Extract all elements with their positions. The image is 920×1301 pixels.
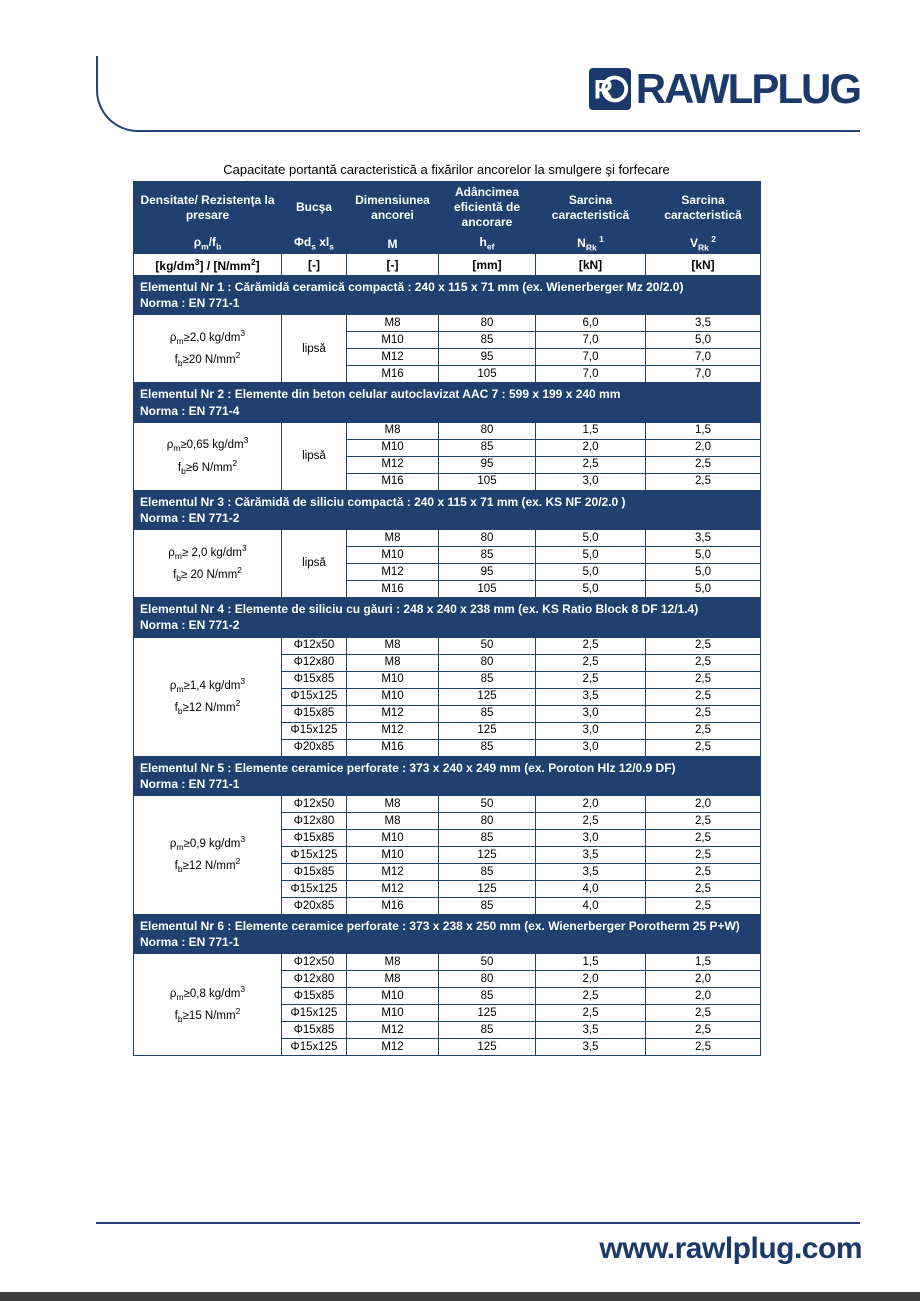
table-title: Capacitate portantă caracteristică a fixărilor ancorelor la smulgere şi forfecare bbox=[223, 162, 670, 177]
capacity-table bbox=[133, 181, 761, 1056]
nrk-cell: 1,5 bbox=[536, 954, 646, 971]
nrk-cell: 3,0 bbox=[536, 829, 646, 846]
embedment-depth-column-header: Adâncimea eficientă de ancorare bbox=[439, 182, 536, 234]
vrk-cell: 2,0 bbox=[646, 971, 761, 988]
density-line: $\rho_m\ge 2,0$ $kg/dm^3$ bbox=[168, 542, 247, 561]
anchor-size-cell: M8 bbox=[347, 315, 439, 332]
section-title: Elementul Nr 4 : Elemente de siliciu cu găuri : 248 x 240 x 238 mm (ex. KS Ratio Block 8 DF 12/1.4) bbox=[140, 602, 699, 617]
density-line: $f_b\ge 15$ $N/mm^2$ bbox=[174, 1006, 241, 1025]
vrk-cell: 2,5 bbox=[646, 637, 761, 654]
nrk-cell: 2,0 bbox=[536, 795, 646, 812]
anchor-size-cell: M16 bbox=[347, 897, 439, 914]
vrk-cell: 5,0 bbox=[646, 547, 761, 564]
section-header-row bbox=[134, 756, 761, 795]
density-line: $\rho_m\ge 0,9$ $kg/dm^3$ bbox=[169, 833, 246, 853]
hef-cell: 85 bbox=[439, 829, 536, 846]
nrk-cell: 7,0 bbox=[536, 332, 646, 349]
bucsa-cell: Φ12x80 bbox=[282, 971, 347, 988]
bucsa-cell: Φ15x85 bbox=[282, 671, 347, 688]
vrk-cell: 2,5 bbox=[646, 1005, 761, 1022]
section-norma: Norma : EN 771-1 bbox=[140, 296, 240, 311]
bucsa-unit: [-] bbox=[282, 254, 347, 276]
anchor-size-column-header: Dimensiunea ancorei bbox=[347, 182, 439, 234]
section-norma: Norma : EN 771-4 bbox=[140, 403, 240, 418]
rawlplug-logo-icon bbox=[589, 68, 631, 110]
density-line: $f_b\ge 12$ $N/mm^2$ bbox=[174, 698, 241, 717]
bucsa-cell: lipsă bbox=[282, 530, 347, 598]
section-title: Elementul Nr 2 : Elemente din beton celular autoclavizat AAC 7 : 599 x 199 x 240 mm bbox=[140, 387, 621, 402]
anchor-size-cell: M10 bbox=[347, 332, 439, 349]
nrk-cell: 2,5 bbox=[536, 1005, 646, 1022]
data-row bbox=[134, 795, 761, 812]
density-cell bbox=[134, 315, 282, 383]
anchor-size-cell: M8 bbox=[347, 530, 439, 547]
section-title: Elementul Nr 5 : Elemente ceramice perforate : 373 x 240 x 249 mm (ex. Poroton Hlz 12/0.9 DF) bbox=[140, 760, 676, 775]
vrk-cell: 2,5 bbox=[646, 456, 761, 473]
hef-cell: 125 bbox=[439, 1039, 536, 1056]
bucsa-column-header: Bucşa bbox=[282, 182, 347, 234]
bucsa-cell: Φ20x85 bbox=[282, 739, 347, 756]
bucsa-cell: Φ12x80 bbox=[282, 812, 347, 829]
anchor-size-cell: M12 bbox=[347, 564, 439, 581]
vrk-cell: 2,5 bbox=[646, 880, 761, 897]
section-title: Elementul Nr 3 : Cărămidă de siliciu compactă : 240 x 115 x 71 mm (ex. KS NF 20/2.0 ) bbox=[140, 494, 626, 509]
hef-cell: 50 bbox=[439, 795, 536, 812]
data-row bbox=[134, 637, 761, 654]
bucsa-cell: Φ12x50 bbox=[282, 954, 347, 971]
bucsa-cell: lipsă bbox=[282, 422, 347, 490]
anchor-size-cell: M8 bbox=[347, 971, 439, 988]
hef-cell: 95 bbox=[439, 349, 536, 366]
anchor-size-cell: M16 bbox=[347, 581, 439, 598]
density-column-header: Densitate/ Rezistenţa la presare bbox=[134, 182, 282, 234]
section-header-cell bbox=[134, 276, 761, 315]
anchor-size-cell: M8 bbox=[347, 654, 439, 671]
anchor-size-cell: M10 bbox=[347, 829, 439, 846]
density-line: $f_b\ge 12$ $N/mm^2$ bbox=[174, 856, 241, 875]
anchor-size-cell: M10 bbox=[347, 988, 439, 1005]
brand-name: RAWLPLUG bbox=[635, 65, 860, 112]
section-norma: Norma : EN 771-2 bbox=[140, 618, 240, 633]
hef-cell: 85 bbox=[439, 863, 536, 880]
anchor-size-cell: M10 bbox=[347, 547, 439, 564]
hef-cell: 85 bbox=[439, 705, 536, 722]
vrk-cell: 2,5 bbox=[646, 897, 761, 914]
bucsa-cell: lipsă bbox=[282, 315, 347, 383]
nrk-cell: 4,0 bbox=[536, 880, 646, 897]
density-unit: $[kg/dm^3] / [N/mm^2]$ bbox=[134, 254, 282, 276]
vrk-cell: 3,5 bbox=[646, 315, 761, 332]
bucsa-cell: Φ15x125 bbox=[282, 1039, 347, 1056]
vrk-cell: 7,0 bbox=[646, 366, 761, 383]
anchor-size-cell: M8 bbox=[347, 422, 439, 439]
nrk-cell: 7,0 bbox=[536, 366, 646, 383]
bucsa-cell: Φ15x85 bbox=[282, 705, 347, 722]
header-row-titles bbox=[134, 182, 761, 234]
hef-cell: 80 bbox=[439, 971, 536, 988]
density-line: $\rho_m\ge 2,0$ $kg/dm^3$ bbox=[169, 327, 246, 347]
vrk-cell: 2,5 bbox=[646, 1039, 761, 1056]
section-norma: Norma : EN 771-1 bbox=[140, 776, 240, 791]
nrk-cell: 6,0 bbox=[536, 315, 646, 332]
bucsa-cell: Φ15x125 bbox=[282, 846, 347, 863]
section-header-row bbox=[134, 383, 761, 422]
vrk-cell: 2,0 bbox=[646, 795, 761, 812]
nrk-cell: 2,5 bbox=[536, 456, 646, 473]
embedment-depth-symbol: $h_{ef}$ bbox=[439, 234, 536, 254]
density-line: $\rho_m\ge 1,4$ $kg/dm^3$ bbox=[169, 675, 246, 694]
vrk-cell: 2,0 bbox=[646, 439, 761, 456]
anchor-size-cell: M10 bbox=[347, 846, 439, 863]
tension-load-column-header: Sarcina caracteristică bbox=[536, 182, 646, 234]
nrk-cell: 3,5 bbox=[536, 863, 646, 880]
anchor-size-cell: M12 bbox=[347, 1022, 439, 1039]
hef-cell: 85 bbox=[439, 332, 536, 349]
rawlplug-logo bbox=[583, 65, 862, 116]
website-link[interactable]: www.rawlplug.com bbox=[599, 1232, 862, 1265]
nrk-cell: 3,5 bbox=[536, 1039, 646, 1056]
hef-cell: 105 bbox=[439, 473, 536, 490]
density-line: $f_b\ge 20$ $N/mm^2$ bbox=[173, 565, 242, 584]
anchor-size-cell: M16 bbox=[347, 739, 439, 756]
bucsa-cell: Φ12x50 bbox=[282, 795, 347, 812]
bucsa-cell: Φ15x85 bbox=[282, 1022, 347, 1039]
vrk-cell: 3,5 bbox=[646, 530, 761, 547]
hef-cell: 85 bbox=[439, 1022, 536, 1039]
bucsa-cell: Φ15x125 bbox=[282, 880, 347, 897]
vrk-cell: 5,0 bbox=[646, 564, 761, 581]
bucsa-cell: Φ15x125 bbox=[282, 688, 347, 705]
section-header-row bbox=[134, 490, 761, 529]
anchor-size-cell: M10 bbox=[347, 671, 439, 688]
hef-cell: 85 bbox=[439, 988, 536, 1005]
section-norma: Norma : EN 771-1 bbox=[140, 935, 240, 950]
nrk-cell: 2,5 bbox=[536, 654, 646, 671]
section-norma: Norma : EN 771-2 bbox=[140, 510, 240, 525]
anchor-size-cell: M8 bbox=[347, 954, 439, 971]
anchor-size-cell: M12 bbox=[347, 349, 439, 366]
anchor-size-cell: M8 bbox=[347, 795, 439, 812]
tension-load-unit: [kN] bbox=[536, 254, 646, 276]
vrk-cell: 7,0 bbox=[646, 349, 761, 366]
anchor-size-cell: M12 bbox=[347, 863, 439, 880]
nrk-cell: 3,5 bbox=[536, 846, 646, 863]
embedment-depth-unit: [mm] bbox=[439, 254, 536, 276]
anchor-size-symbol: M bbox=[347, 234, 439, 254]
hef-cell: 80 bbox=[439, 315, 536, 332]
nrk-cell: 3,5 bbox=[536, 688, 646, 705]
vrk-cell: 2,5 bbox=[646, 812, 761, 829]
hef-cell: 85 bbox=[439, 547, 536, 564]
hef-cell: 50 bbox=[439, 954, 536, 971]
nrk-cell: 3,0 bbox=[536, 705, 646, 722]
data-row bbox=[134, 530, 761, 547]
bottom-bar bbox=[0, 1292, 920, 1301]
density-line: $f_b\ge 20$ $N/mm^2$ bbox=[174, 350, 241, 369]
header-row-symbols bbox=[134, 234, 761, 254]
density-symbol: $\rho_m/f_b$ bbox=[134, 234, 282, 254]
hef-cell: 85 bbox=[439, 897, 536, 914]
anchor-size-cell: M16 bbox=[347, 366, 439, 383]
density-cell bbox=[134, 637, 282, 756]
section-header-cell bbox=[134, 756, 761, 795]
hef-cell: 125 bbox=[439, 1005, 536, 1022]
bucsa-cell: Φ20x85 bbox=[282, 897, 347, 914]
anchor-size-cell: M16 bbox=[347, 473, 439, 490]
vrk-cell: 2,5 bbox=[646, 829, 761, 846]
bucsa-cell: Φ12x50 bbox=[282, 637, 347, 654]
vrk-cell: 5,0 bbox=[646, 581, 761, 598]
vrk-cell: 2,5 bbox=[646, 739, 761, 756]
vrk-cell: 5,0 bbox=[646, 332, 761, 349]
hef-cell: 80 bbox=[439, 812, 536, 829]
density-line: $\rho_m\ge 0,65$ $kg/dm^3$ bbox=[166, 435, 249, 454]
nrk-cell: 3,0 bbox=[536, 473, 646, 490]
vrk-cell: 2,5 bbox=[646, 846, 761, 863]
density-line: $f_b\ge 6$ $N/mm^2$ bbox=[177, 457, 238, 476]
nrk-cell: 5,0 bbox=[536, 564, 646, 581]
nrk-cell: 4,0 bbox=[536, 897, 646, 914]
bucsa-cell: Φ15x85 bbox=[282, 863, 347, 880]
vrk-cell: 1,5 bbox=[646, 954, 761, 971]
anchor-size-cell: M8 bbox=[347, 812, 439, 829]
tension-load-symbol: $N_{Rk}$ $^1$ bbox=[536, 234, 646, 254]
anchor-size-cell: M8 bbox=[347, 637, 439, 654]
hef-cell: 85 bbox=[439, 671, 536, 688]
data-row bbox=[134, 315, 761, 332]
svg-text:R: R bbox=[593, 74, 613, 105]
nrk-cell: 2,5 bbox=[536, 671, 646, 688]
vrk-cell: 2,5 bbox=[646, 705, 761, 722]
hef-cell: 95 bbox=[439, 564, 536, 581]
hef-cell: 80 bbox=[439, 654, 536, 671]
anchor-size-cell: M12 bbox=[347, 722, 439, 739]
section-header-row bbox=[134, 276, 761, 315]
section-header-row bbox=[134, 598, 761, 637]
hef-cell: 80 bbox=[439, 530, 536, 547]
nrk-cell: 2,0 bbox=[536, 971, 646, 988]
vrk-cell: 2,5 bbox=[646, 1022, 761, 1039]
nrk-cell: 3,0 bbox=[536, 739, 646, 756]
footer-rule bbox=[96, 1222, 860, 1224]
vrk-cell: 2,0 bbox=[646, 988, 761, 1005]
hef-cell: 85 bbox=[439, 739, 536, 756]
nrk-cell: 1,5 bbox=[536, 422, 646, 439]
anchor-size-cell: M12 bbox=[347, 1039, 439, 1056]
nrk-cell: 5,0 bbox=[536, 530, 646, 547]
hef-cell: 105 bbox=[439, 366, 536, 383]
hef-cell: 50 bbox=[439, 637, 536, 654]
hef-cell: 125 bbox=[439, 880, 536, 897]
section-header-cell bbox=[134, 598, 761, 637]
shear-load-column-header: Sarcina caracteristică bbox=[646, 182, 761, 234]
vrk-cell: 2,5 bbox=[646, 473, 761, 490]
shear-load-symbol: $V_{Rk}$ $^2$ bbox=[646, 234, 761, 254]
hef-cell: 95 bbox=[439, 456, 536, 473]
vrk-cell: 2,5 bbox=[646, 863, 761, 880]
anchor-size-cell: M10 bbox=[347, 688, 439, 705]
header-row-units bbox=[134, 254, 761, 276]
anchor-size-unit: [-] bbox=[347, 254, 439, 276]
hef-cell: 125 bbox=[439, 688, 536, 705]
hef-cell: 125 bbox=[439, 722, 536, 739]
bucsa-cell: Φ12x80 bbox=[282, 654, 347, 671]
vrk-cell: 2,5 bbox=[646, 722, 761, 739]
bucsa-symbol: $\Phi d_s$ $xl_s$ bbox=[282, 234, 347, 254]
vrk-cell: 2,5 bbox=[646, 688, 761, 705]
density-cell bbox=[134, 795, 282, 914]
bucsa-cell: Φ15x85 bbox=[282, 829, 347, 846]
data-row bbox=[134, 422, 761, 439]
nrk-cell: 5,0 bbox=[536, 547, 646, 564]
nrk-cell: 2,5 bbox=[536, 988, 646, 1005]
bucsa-cell: Φ15x85 bbox=[282, 988, 347, 1005]
anchor-size-cell: M10 bbox=[347, 1005, 439, 1022]
vrk-cell: 1,5 bbox=[646, 422, 761, 439]
hef-cell: 80 bbox=[439, 422, 536, 439]
nrk-cell: 2,0 bbox=[536, 439, 646, 456]
nrk-cell: 2,5 bbox=[536, 637, 646, 654]
density-cell bbox=[134, 954, 282, 1056]
nrk-cell: 7,0 bbox=[536, 349, 646, 366]
vrk-cell: 2,5 bbox=[646, 654, 761, 671]
bucsa-cell: Φ15x125 bbox=[282, 1005, 347, 1022]
anchor-size-cell: M12 bbox=[347, 456, 439, 473]
vrk-cell: 2,5 bbox=[646, 671, 761, 688]
section-header-cell bbox=[134, 490, 761, 529]
nrk-cell: 5,0 bbox=[536, 581, 646, 598]
nrk-cell: 3,0 bbox=[536, 722, 646, 739]
section-header-cell bbox=[134, 914, 761, 953]
table-body bbox=[134, 276, 761, 1056]
density-cell bbox=[134, 530, 282, 598]
section-header-cell bbox=[134, 383, 761, 422]
section-header-row bbox=[134, 914, 761, 953]
anchor-size-cell: M12 bbox=[347, 705, 439, 722]
density-cell bbox=[134, 422, 282, 490]
bucsa-cell: Φ15x125 bbox=[282, 722, 347, 739]
density-line: $\rho_m\ge 0,8$ $kg/dm^3$ bbox=[169, 983, 246, 1002]
hef-cell: 85 bbox=[439, 439, 536, 456]
section-title: Elementul Nr 6 : Elemente ceramice perforate : 373 x 238 x 250 mm (ex. Wienerberger Porotherm 25 P+W) bbox=[140, 918, 740, 933]
shear-load-unit: [kN] bbox=[646, 254, 761, 276]
section-title: Elementul Nr 1 : Cărămidă ceramică compactă : 240 x 115 x 71 mm (ex. Wienerberger Mz 20/2.0) bbox=[140, 280, 684, 294]
hef-cell: 105 bbox=[439, 581, 536, 598]
nrk-cell: 3,5 bbox=[536, 1022, 646, 1039]
anchor-size-cell: M10 bbox=[347, 439, 439, 456]
anchor-size-cell: M12 bbox=[347, 880, 439, 897]
nrk-cell: 2,5 bbox=[536, 812, 646, 829]
hef-cell: 125 bbox=[439, 846, 536, 863]
data-row bbox=[134, 954, 761, 971]
